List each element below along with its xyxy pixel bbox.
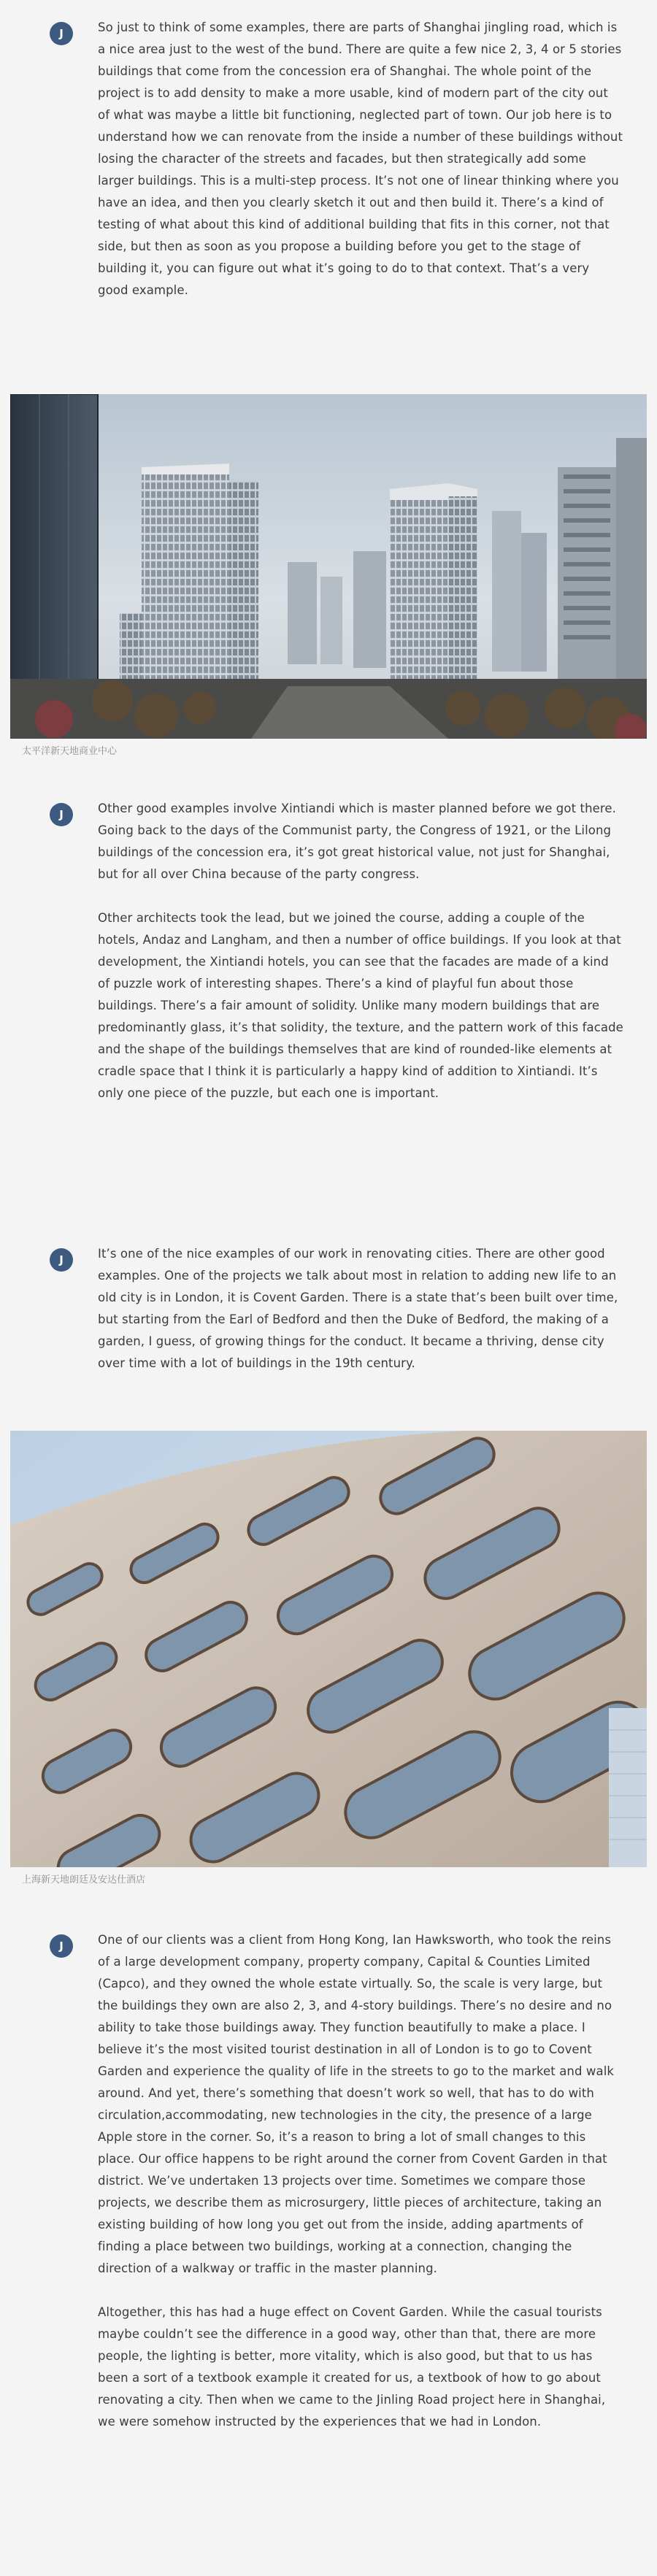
author-avatar: J [50, 803, 73, 826]
photo-facade-closeup [10, 1431, 647, 1867]
paragraph: It’s one of the nice examples of our work in renovating cities. There are other good examples. One of the projects we talk about most in relation to adding new life to an old city is in London, it is Covent Garden. There is a state that’s been built over time, but starting from the Earl of Bedford and then the Duke of Bedford, the making of a garden, I guess, of growing things for the conduct. It became a thriving, dense city over time with a lot of buildings in the 19th century. [98, 1247, 618, 1370]
paragraph: Other architects took the lead, but we joined the course, adding a couple of the hotels, Andaz and Langham, and then a number of office buildings. If you look at that development, the Xintiandi hotels, you can see that the facades are made of a kind of puzzle work of interesting shapes. There’s a kind of playful fun about those buildings. There’s a fair amount of solidity. Unlike many modern buildings that are predominantly glass, it’s that solidity, the texture, and the pattern work of this facade and the shape of the buildings themselves that are kind of rounded-like elements at cradle space that I think it is particularly a happy kind of addition to Xintiandi. It’s only one piece of the puzzle, but each one is important. [98, 911, 623, 1100]
city-towers-illustration [10, 394, 647, 739]
quote-section-4 [0, 1927, 657, 2569]
photo-city-towers [10, 394, 647, 739]
author-avatar: J [50, 1248, 73, 1272]
quote-text-3 [98, 1243, 623, 1374]
quote-text-1 [98, 17, 623, 301]
photo-caption-2: 上海新天地朗廷及安达仕酒店 [22, 1875, 146, 1885]
facade-closeup-illustration [10, 1431, 647, 1867]
paragraph: So just to think of some examples, there are parts of Shanghai jingling road, which is a nice area just to the west of the bund. There are quite a few nice 2, 3, 4 or 5 stories buildings that come from the concession era of Shanghai. The whole point of the project is to add density to make a more usable, kind of modern part of the city out of what was maybe a little bit functioning, neglected part of town. Our job here is to understand how we can renovate from the inside a number of these buildings without losing the character of the streets and facades, but then strategically add some larger buildings. This is a multi-step process. It’s not one of linear thinking where you have an idea, and then you clearly sketch it out and then build it. There’s a kind of testing of what about this kind of additional building that fits in this corner, not that side, but then as soon as you propose a building before you get to the stage of building it, you can figure out what it’s going to do to that context. That’s a very good example. [98, 20, 623, 297]
paragraph: Altogether, this has had a huge effect on Covent Garden. While the casual tourists maybe couldn’t see the difference in a good way, other than that, there are more people, the lighting is better, more vitality, which is also good, but that to us has been a sort of a textbook example it created for us, a textbook of how to go about renovating a city. Then when we came to the Jinling Road project here in Shanghai, we were somehow instructed by the experiences that we had in London. [98, 2305, 606, 2429]
paragraph: Other good examples involve Xintiandi which is master planned before we got there. Going back to the days of the Communist party, the Congress of 1921, or the Lilong buildings of the concession era, it’s got great historical value, not just for Shanghai, but for all over China because of the party congress. [98, 801, 616, 881]
author-avatar: J [50, 1934, 73, 1958]
author-avatar: J [50, 22, 73, 45]
paragraph: One of our clients was a client from Hong Kong, Ian Hawksworth, who took the reins of a large development company, property company, Capital & Counties Limited (Capco), and they owned the whole estate virtually. So, the scale is very large, but the buildings they own are also 2, 3, and 4-story buildings. There’s no desire and no ability to take those buildings away. They function beautifully to make a place. I believe it’s the most visited tourist destination in all of London is to go to Covent Garden and experience the quality of life in the streets to go to the market and walk around. And yet, there’s something that doesn’t work so well, that has to do with circulation,accommodating, new technologies in the city, the presence of a large Apple store in the corner. So, it’s a reason to bring a lot of small changes to this place. Our office happens to be right around the corner from Covent Garden in that district. We’ve undertaken 13 projects over time. Sometimes we compare those projects, we describe them as microsurgery, little pieces of architecture, taking an existing building of how long you get out from the inside, adding apartments of finding a place between two buildings, working at a connection, changing the direction of a walkway or traffic in the master planning. [98, 1933, 615, 2275]
quote-section-2 [0, 796, 657, 1204]
quote-text-4 [98, 1929, 623, 2433]
quote-section-1 [0, 15, 657, 358]
quote-section-3 [0, 1241, 657, 1394]
quote-text-2 [98, 798, 623, 1104]
photo-caption-1: 太平洋新天地商业中心 [22, 746, 118, 757]
